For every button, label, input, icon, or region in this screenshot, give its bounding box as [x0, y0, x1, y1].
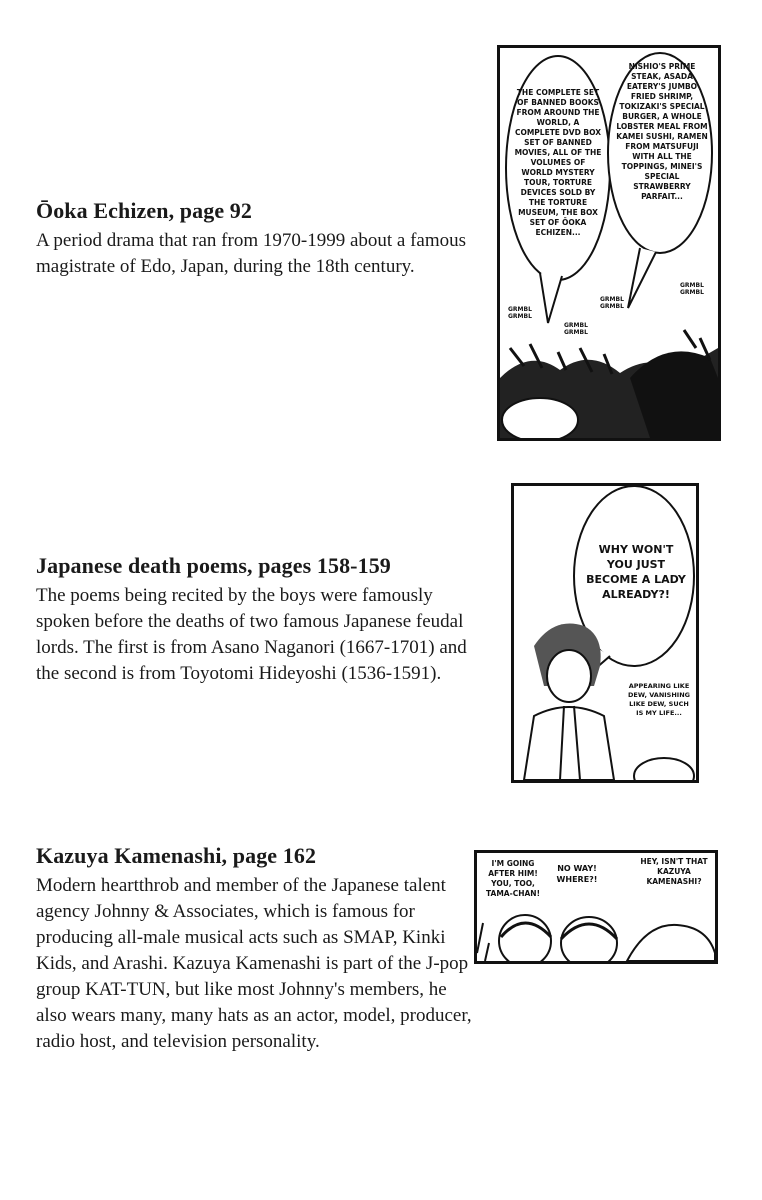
note-body: A period drama that ran from 1970-1999 about a famous magistrate of Edo, Japan, during the 18th century. — [36, 230, 467, 277]
panel-3-bubble-right: HEY, ISN'T THAT KAZUYA KAMENASHI? — [640, 857, 708, 886]
panel-1-bubble-left: THE COMPLETE SET OF BANNED BOOKS FROM AROUND THE WORLD, A COMPLETE DVD BOX SET OF BANNED MOVIES, ALL OF THE VOLUMES OF WORLD MYSTERY TOUR, TORTURE DEVICES SOLD BY THE TORTURE MUSEUM, THE BOX SET OF ŌOKA ECHIZEN... — [514, 88, 602, 237]
note-body: The poems being recited by the boys were famously spoken before the deaths of two famous Japanese feudal lords. The first is from Asano Naganori (1667-1701) and the second is from Toyotomi Hideyoshi (1536-1591). — [36, 585, 467, 684]
panel-1-bubble-right: NISHIO'S PRIME STEAK, ASADA EATERY'S JUMBO FRIED SHRIMP, TOKIZAKI'S SPECIAL BURGER, A WHOLE LOBSTER MEAL FROM KAMEI SUSHI, RAMEN FROM MATSUFUJI WITH ALL THE TOPPINGS, MINEI'S SPECIAL STRAWBERRY PARFAIT... — [616, 62, 708, 201]
panel-3-bubble-mid: NO WAY! WHERE?! — [556, 864, 598, 884]
panel-1-sfx: GRMBL GRMBL — [564, 322, 588, 336]
note-body: Modern heartthrob and member of the Japanese talent agency Johnny & Associates, which is famous for producing all-male musical acts such as SMAP, Kinki Kids, and Arashi. Kazuya Kamenashi is part of the J-pop group KAT-TUN, but like most Johnny's members, he also wears many, many hats as an actor, model, producer, radio host, and television personality. — [36, 875, 472, 1052]
panel-3-bubble-left: I'M GOING AFTER HIM! YOU, TOO, TAMA-CHAN! — [485, 859, 540, 898]
manga-panel-1 — [497, 45, 721, 441]
note-ooka-echizen — [36, 198, 476, 280]
note-death-poems — [36, 553, 476, 687]
panel-1-sfx: GRMBL GRMBL — [680, 282, 704, 296]
note-title: Ōoka Echizen, page 92 — [36, 198, 252, 223]
panel-1-sfx: GRMBL GRMBL — [600, 296, 624, 310]
manga-panel-2 — [511, 483, 699, 783]
panel-2-art — [514, 486, 696, 780]
note-kazuya-kamenashi — [36, 843, 476, 1055]
manga-panel-3 — [474, 850, 718, 964]
panel-2-caption: APPEARING LIKE DEW, VANISHING LIKE DEW, SUCH IS MY LIFE... — [628, 682, 691, 717]
panel-1-sfx: GRMBL GRMBL — [508, 306, 532, 320]
panel-2-bubble: WHY WON'T YOU JUST BECOME A LADY ALREADY?! — [586, 543, 686, 601]
note-title: Kazuya Kamenashi, page 162 — [36, 843, 317, 868]
note-title: Japanese death poems, pages 158-159 — [36, 553, 391, 578]
